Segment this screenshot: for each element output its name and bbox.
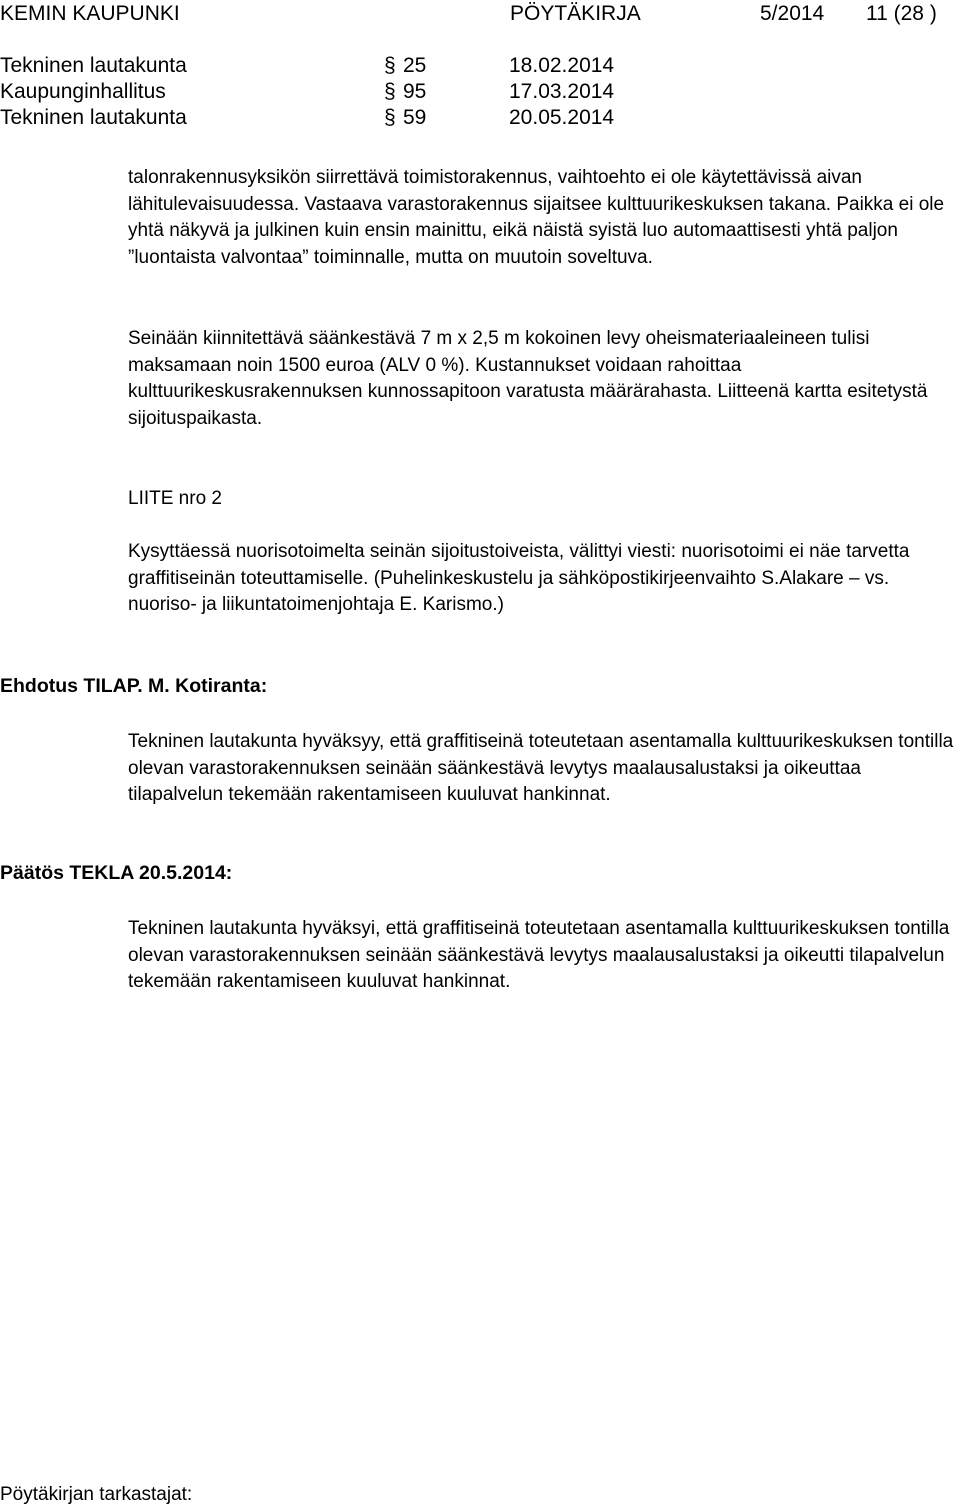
proposal-heading: Ehdotus TILAP. M. Kotiranta: xyxy=(0,675,268,697)
document-type: PÖYTÄKIRJA xyxy=(510,2,641,25)
reference-number: 95 xyxy=(403,80,427,103)
page-number: 11 (28 ) xyxy=(866,2,937,25)
reference-body: Tekninen lautakunta xyxy=(0,54,187,77)
section-sign: § xyxy=(384,106,396,129)
document-header xyxy=(0,2,960,32)
reference-row xyxy=(0,106,960,132)
reference-body: Tekninen lautakunta xyxy=(0,106,187,129)
section-sign: § xyxy=(384,54,396,77)
decision-heading: Päätös TEKLA 20.5.2014: xyxy=(0,862,233,884)
reference-date: 17.03.2014 xyxy=(509,80,615,103)
reference-row xyxy=(0,80,960,106)
proposal-text: Tekninen lautakunta hyväksyy, että graffitiseinä toteutetaan asentamalla kulttuurikeskuksen tontilla olevan varastorakennuksen seinään säänkestävä levytys maalausalustaksi ja oikeuttaa tilapalvelun tekemään rakentamiseen kuuluvat hankinnat. xyxy=(128,731,954,805)
attachment-reference: LIITE nro 2 xyxy=(128,488,222,509)
decision-text: Tekninen lautakunta hyväksyi, että graffitiseinä toteutetaan asentamalla kulttuurikeskuksen tontilla olevan varastorakennuksen seinään säänkestävä levytys maalausalustaksi ja oikeutti tilapalvelun tekemään rakentamiseen kuuluvat hankinnat. xyxy=(128,918,950,992)
paragraph-youth-services: Kysyttäessä nuorisotoimelta seinän sijoitustoiveista, välittyi viesti: nuorisotoimi ei näe tarvetta graffitiseinän toteuttamiselle. (Puhelinkeskustelu ja sähköpostikirjeenvaihto S.Alakare – vs. nuoriso- ja liikuntatoimenjohtaja E. Karismo.) xyxy=(128,541,910,615)
document-number: 5/2014 xyxy=(760,2,825,25)
reference-number: 25 xyxy=(403,54,427,77)
reviewers-label: Pöytäkirjan tarkastajat: xyxy=(0,1484,193,1505)
reference-row xyxy=(0,54,960,80)
section-sign: § xyxy=(384,80,396,103)
reference-number: 59 xyxy=(403,106,427,129)
reference-date: 18.02.2014 xyxy=(509,54,615,77)
city-name: KEMIN KAUPUNKI xyxy=(0,2,180,25)
reference-date: 20.05.2014 xyxy=(509,106,615,129)
reference-body: Kaupunginhallitus xyxy=(0,80,166,103)
paragraph-location-description: talonrakennusyksikön siirrettävä toimistorakennus, vaihtoehto ei ole käytettävissä aivan lähitulevaisuudessa. Vastaava varastorakennus sijaitsee kulttuurikeskuksen takana. Paikka ei ole yhtä näkyvä ja julkinen kuin ensin mainittu, eikä näistä syistä luo automaattisesti yhtä paljon ”luontaista valvontaa” toiminnalle, mutta on muutoin soveltuva. xyxy=(128,167,945,268)
paragraph-cost: Seinään kiinnitettävä säänkestävä 7 m x 2,5 m kokoinen levy oheismateriaaleineen tulisi maksamaan noin 1500 euroa (ALV 0 %). Kustannukset voidaan rahoittaa kulttuurikeskusrakennuksen kunnossapitoon varatusta määrärahasta. Liitteenä kartta esitetystä sijoituspaikasta. xyxy=(128,328,928,429)
